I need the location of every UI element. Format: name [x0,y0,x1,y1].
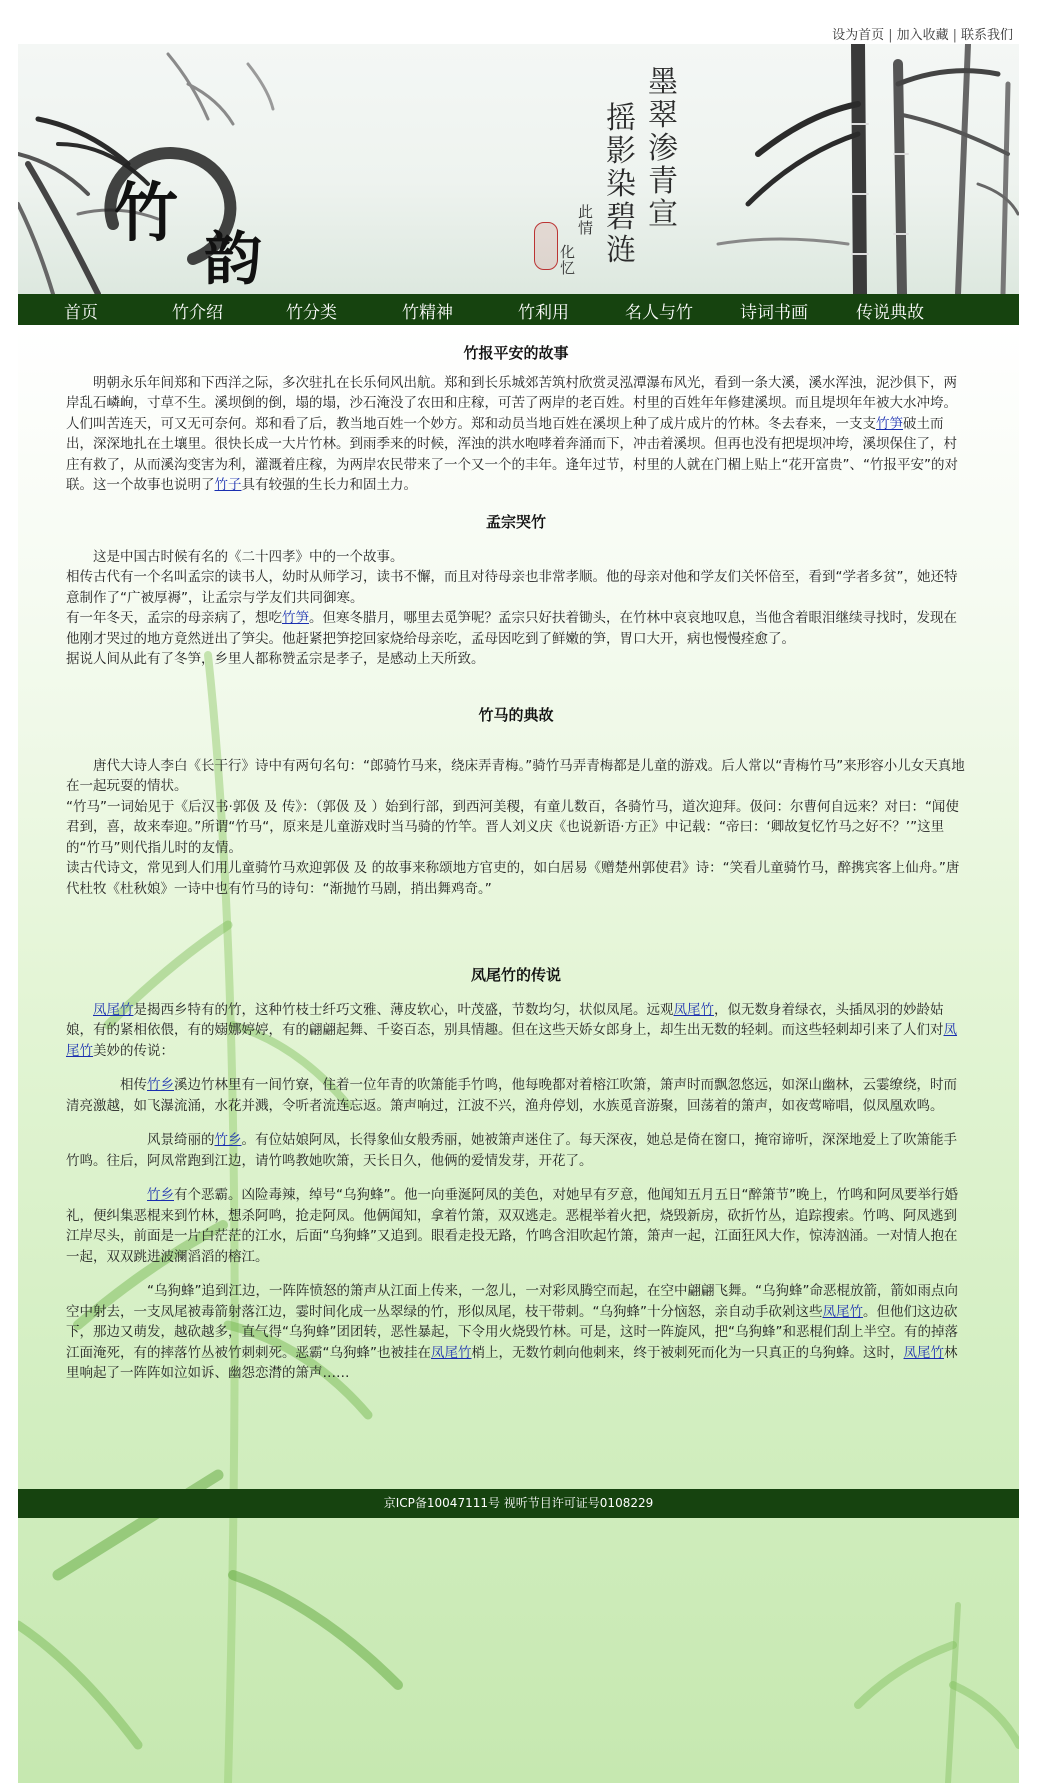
paragraph: 这是中国古时候有名的《二十四孝》中的一个故事。 [93,548,404,565]
bamboo-link[interactable]: 竹子 [214,477,242,493]
paragraph: 竹乡有个恶霸。凶险毒辣，绰号“乌狗蜂”。他一向垂涎阿凤的美色，对她早有歹意，他闻知五月五日“醉箫节”晚上，竹鸣和阿凤要举行婚礼，便纠集恶棍来到竹林，想杀阿鸣，抢走阿凤。他俩闻知，拿着竹箫，双双逃走。恶棍举着火把，烧毁新房，砍折竹丛，追踪搜索。竹鸣、阿凤逃到江岸尽头，前面是一片白茫茫的江水，后面“乌狗蜂”又追到。眼看走投无路，竹鸣含泪吹起竹箫，箫声一起，江面狂风大作，惊涛汹涌。一对情人抱在一起，双双跳进波澜滔滔的榕江。 [66,1187,958,1265]
header-banner [18,44,1019,294]
add-favorite-link[interactable]: 加入收藏 [896,28,949,43]
paragraph: “竹马”一词始见于《后汉书·郭伋 及 传》：（郭伋 及 ）始到行部，到西河美稷，有童儿数百，各骑竹马，道次迎拜。伋问：尔曹何自远来？对曰：“闻使君到，喜，故来奉迎。”所谓“竹马“，原来是儿童游戏时当马骑的竹竿。晋人刘义庆《也说新语·方正》中记载：“帝曰：‘卿故复忆竹马之好不？’”这里的“竹马”则代指儿时的友情。 [66,798,959,856]
set-homepage-link[interactable]: 设为首页 [832,28,885,43]
paragraph: 据说人间从此有了冬笋，乡里人都称赞孟宗是孝子，是感动上天所致。 [66,651,485,667]
main-content [18,325,1019,1783]
section-title: 孟宗哭竹 [485,513,546,531]
paragraph: 唐代大诗人李白《长干行》诗中有两句名句：“郎骑竹马来，绕床弄青梅。”骑竹马弄青梅都是儿童的游戏。后人常以“青梅竹马”来形容小儿女天真地在一起玩耍的情状。 [66,757,965,794]
paragraph: 凤尾竹是揭西乡特有的竹，这种竹枝士纤巧文雅、薄皮软心，叶茂盛，节数均匀，状似凤尾。远观凤尾竹，似无数身着绿衣，头插凤羽的妙龄姑娘，有的紧相依偎，有的嫋娜婷婷，有的翩翩起舞、千姿百态，别具情趣。但在这些天娇女郎身上，却生出无数的轻刺。而这些轻刺却引来了人们对凤尾竹美妙的传说： [66,1001,957,1059]
separator: | [888,28,893,43]
nav-categories[interactable]: 竹分类 [286,303,337,323]
paragraph: 明朝永乐年间郑和下西洋之际，多次驻扎在长乐伺风出航。郑和到长乐城郊苦筑村欣赏灵泓潭瀑布风光，看到一条大溪，溪水浑浊，泥沙俱下，两岸乱石嶙峋，寸草不生。溪坝倒的倒，塌的塌，沙石淹没了农田和庄稼，可苦了两岸的老百姓。村里的百姓年年修建溪坝。而且堤坝年年被大水冲垮。人们叫苦连天，可又无可奈何。郑和看了后，教当地百姓一个妙方。郑和动员当地百姓在溪坝上种了成片成片的竹林。冬去春来，一支支竹笋破土而出，深深地扎在土壤里。很快长成一大片竹林。到雨季来的时候，浑浊的洪水咆哮着奔涌而下，冲击着溪坝。但再也没有把堤坝冲垮，溪坝保住了，村庄有救了，从而溪沟变害为利，灌溉着庄稼，为两岸农民带来了一个又一个的丰年。逢年过节，村里的人就在门楣上贴上“花开富贵”、“竹报平安”的对联。这一个故事也说明了竹子具有较强的生长力和固土力。 [66,374,958,493]
logo-character-zhu: 竹 [114,176,178,251]
nav-spirit[interactable]: 竹精神 [402,303,453,323]
phoenix-bamboo-link[interactable]: 凤尾竹 [93,1001,134,1018]
phoenix-bamboo-link[interactable]: 凤尾竹 [822,1303,863,1320]
phoenix-bamboo-link[interactable]: 凤尾竹 [66,1022,957,1059]
signature-line-1: 此情 [578,203,594,237]
paragraph: 读古代诗文，常见到人们用儿童骑竹马欢迎郭伋 及 的故事来称颂地方官吏的，如白居易《赠楚州郭使君》诗：“笑看儿童骑竹马，醉携宾客上仙舟。”唐代杜牧《杜秋娘》一诗中也有竹马的诗句：“渐抛竹马剧，捎出舞鸡奇。” [66,860,960,897]
contact-us-link[interactable]: 联系我们 [960,28,1013,43]
logo-character-yun: 韵 [204,225,263,293]
paragraph: 有一年冬天，孟宗的母亲病了，想吃竹笋。但寒冬腊月，哪里去觅笋呢？孟宗只好扶着锄头，在竹林中哀哀地叹息，当他含着眼泪继续寻找时，发现在他刚才哭过的地方竟然迸出了笋尖。他赶紧把笋挖回家烧给母亲吃，孟母因吃到了鲜嫩的笋，胃口大开，病也慢慢痊愈了。 [66,610,957,647]
section-title: 凤尾竹的传说 [470,966,561,984]
nav-intro[interactable]: 竹介绍 [172,303,223,323]
paragraph: 相传竹乡溪边竹林里有一间竹寮，住着一位年青的吹箫能手竹鸣，他每晚都对着榕江吹箫，箫声时而飘忽悠远，如深山幽林，云霎缭绕，时而清亮激越，如飞瀑流涌，水花并溅，令听者流连忘返。箫声响过，江波不兴，渔舟停划，水族觅音游聚，回荡着的箫声，如夜莺啼唱，似凤凰欢鸣。 [66,1077,957,1114]
seal-stamp [534,222,558,270]
article-peace [66,343,966,496]
bamboo-village-link[interactable]: 竹乡 [214,1132,242,1148]
bamboo-shoot-link[interactable]: 竹笋 [282,610,309,626]
article-mengzong [66,512,966,670]
phoenix-bamboo-link[interactable]: 凤尾竹 [673,1001,714,1018]
section-title: 竹报平安的故事 [463,344,569,362]
section-title: 竹马的典故 [478,706,554,724]
poem-line-1: 墨翠渗青宣 [648,65,678,232]
top-links [832,24,1013,43]
phoenix-bamboo-link[interactable]: 凤尾竹 [431,1344,472,1361]
nav-home[interactable]: 首页 [64,303,98,323]
paragraph: 风景绮丽的竹乡。有位姑娘阿凤，长得象仙女般秀丽，她被箫声迷住了。每天深夜，她总是倚在窗口，掩帘谛听，深深地爱上了吹箫能手竹鸣。往后，阿凤常跑到江边，请竹鸣教她吹箫，天长日久，他俩的爱情发芽，开花了。 [66,1132,957,1169]
article-bamboo-horse [66,705,966,899]
main-nav [18,294,1019,326]
poem-line-2: 摇影染碧涟 [606,101,636,268]
bamboo-village-link[interactable]: 竹乡 [147,1187,174,1203]
nav-celebrities[interactable]: 名人与竹 [625,303,693,323]
bamboo-village-link[interactable]: 竹乡 [147,1077,174,1093]
nav-poetry[interactable]: 诗词书画 [740,303,808,323]
bamboo-shoot-link[interactable]: 竹笋 [876,415,903,432]
article-phoenix-tail-bamboo [66,965,966,1384]
nav-uses[interactable]: 竹利用 [518,303,569,323]
nav-legends[interactable]: 传说典故 [856,303,924,323]
separator: | [952,28,957,43]
phoenix-bamboo-link[interactable]: 凤尾竹 [903,1344,944,1361]
signature-line-2: 化忆 [560,243,576,277]
footer: 京ICP备10047111号 视听节目许可证号0108229 [18,1489,1019,1518]
paragraph: 相传古代有一个名叫孟宗的读书人，幼时从师学习，读书不懈，而且对待母亲也非常孝顺。他的母亲对他和学友们关怀倍至，看到“学者多贫”，她还特意制作了“广被厚褥”，让孟宗与学友们共同御寒。 [66,569,958,606]
paragraph: “乌狗蜂”追到江边，一阵阵愤怒的箫声从江面上传来，一忽儿，一对彩凤腾空而起，在空中翩翩飞舞。“乌狗蜂”命恶棍放箭，箭如雨点向空中射去，一支凤尾被毒箭射落江边，霎时间化成一丛翠绿的竹，形似凤尾，枝干带刺。“乌狗蜂”十分恼怒，亲自动手砍剁这些凤尾竹。但他们这边砍下，那边又萌发，越砍越多，直气得“乌狗蜂”团团转，恶性暴起，下令用火烧毁竹林。可是，这时一阵旋风，把“乌狗蜂”和恶棍们刮上半空。有的掉落江面淹死，有的摔落竹丛被竹刺刺死。恶霸“乌狗蜂”也被挂在凤尾竹梢上，无数竹刺向他刺来，终于被刺死而化为一只真正的乌狗蜂。这时，凤尾竹林里响起了一阵阵如泣如诉、幽怨恋潸的箫声…… [66,1283,958,1381]
